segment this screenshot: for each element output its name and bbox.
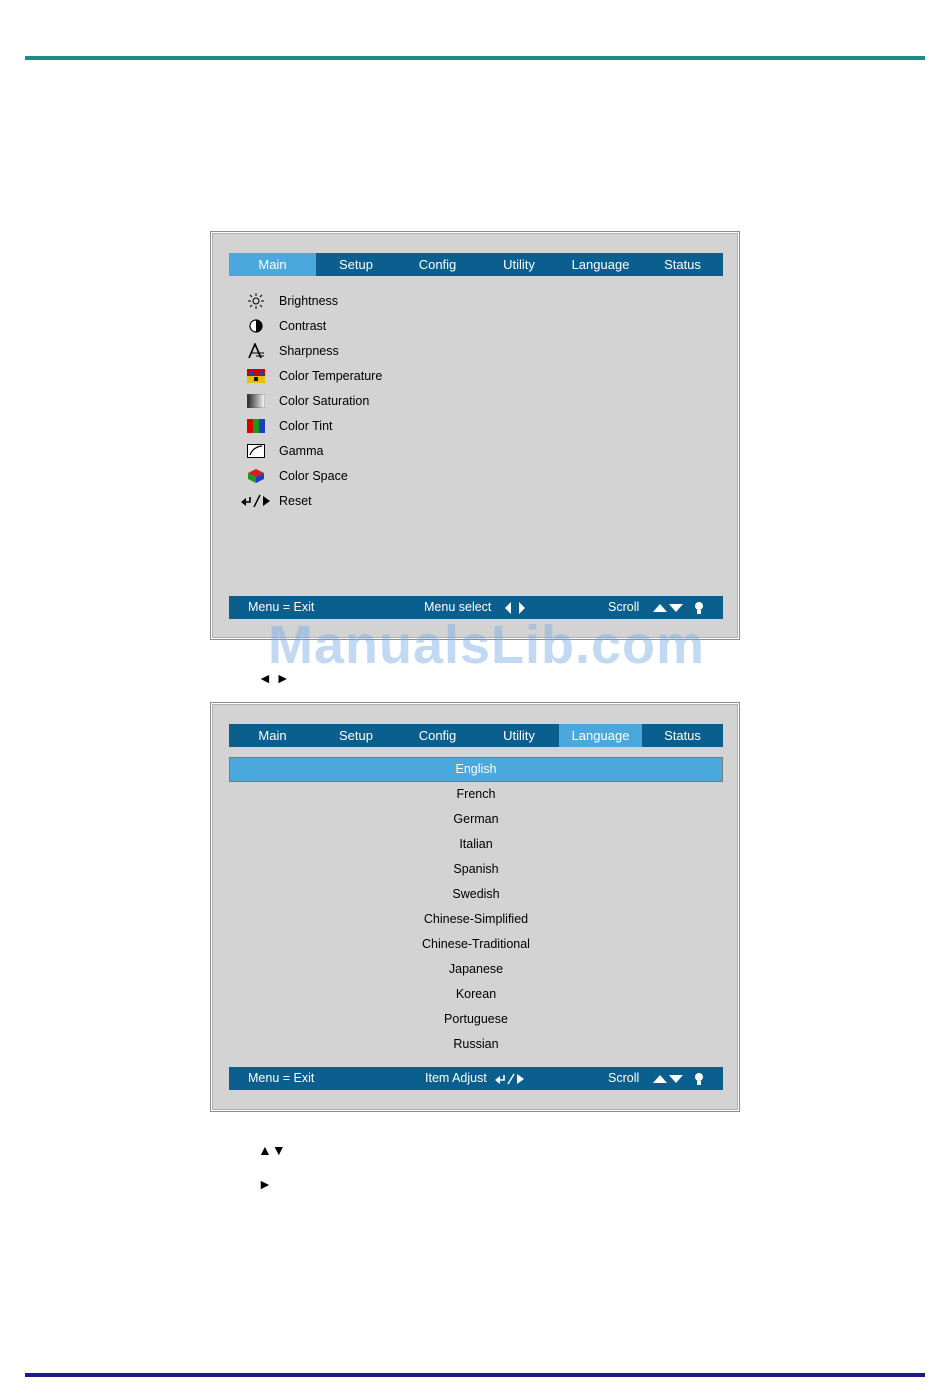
language-option-chinese-simplified[interactable]: Chinese-Simplified: [423, 912, 529, 926]
reset-icon: [241, 492, 271, 510]
tab-language[interactable]: Language: [559, 724, 642, 747]
menu-item-reset[interactable]: [241, 488, 382, 513]
color-tint-icon: [241, 417, 271, 435]
color-saturation-icon: [241, 392, 271, 410]
menu-item-sharpness[interactable]: [241, 338, 382, 363]
gamma-icon: [241, 442, 271, 460]
menu-item-label: Color Saturation: [279, 393, 370, 408]
contrast-icon: [241, 317, 271, 335]
tab-utility[interactable]: Utility: [503, 728, 535, 743]
tab-setup[interactable]: Setup: [339, 728, 373, 743]
osd-tab-bar: [229, 253, 723, 276]
tab-setup[interactable]: Setup: [339, 257, 373, 272]
footer-menu-select-label: Menu select: [424, 600, 492, 614]
up-down-arrows-icon: [653, 602, 685, 614]
language-list: [229, 757, 723, 1057]
menu-item-label: Contrast: [279, 318, 327, 333]
menu-item-gamma[interactable]: [241, 438, 382, 463]
menu-item-color-space[interactable]: [241, 463, 382, 488]
up-down-note: ▲▼: [258, 1142, 286, 1158]
left-right-note: ◄ ►: [258, 670, 290, 686]
menu-item-brightness[interactable]: [241, 288, 382, 313]
menu-item-label: Brightness: [279, 293, 339, 308]
footer-item-adjust: [425, 1067, 525, 1090]
color-space-icon: [241, 467, 271, 485]
language-option-swedish[interactable]: Swedish: [452, 887, 500, 901]
top-rule: [25, 56, 925, 60]
brightness-icon: [241, 292, 271, 310]
tab-main[interactable]: Main: [229, 253, 316, 276]
right-note: ►: [258, 1176, 272, 1192]
language-option-portuguese[interactable]: Portuguese: [444, 1012, 508, 1026]
menu-item-color-saturation[interactable]: [241, 388, 382, 413]
footer-scroll-label: Scroll: [608, 1071, 640, 1085]
up-down-arrows-icon: [653, 1073, 685, 1085]
tab-status[interactable]: Status: [664, 257, 701, 272]
footer-scroll-label: Scroll: [608, 600, 640, 614]
language-option-chinese-traditional[interactable]: Chinese-Traditional: [422, 937, 530, 951]
menu-item-label: Reset: [279, 493, 312, 508]
language-option-french[interactable]: French: [456, 787, 496, 801]
footer-item-adjust-label: Item Adjust: [425, 1071, 487, 1085]
menu-item-label: Color Space: [279, 468, 348, 483]
osd-main-menu: [210, 231, 740, 640]
tab-language[interactable]: Language: [571, 257, 630, 272]
menu-item-contrast[interactable]: [241, 313, 382, 338]
menu-item-color-temperature[interactable]: [241, 363, 382, 388]
tab-config[interactable]: Config: [418, 257, 457, 272]
bottom-rule: [25, 1373, 925, 1377]
osd-tab-bar: [229, 724, 723, 747]
footer-exit: Menu = Exit: [248, 600, 315, 614]
language-option-spanish[interactable]: Spanish: [453, 862, 499, 876]
menu-item-label: Sharpness: [279, 343, 339, 358]
tab-config[interactable]: Config: [418, 728, 457, 743]
menu-item-label: Color Temperature: [279, 368, 383, 383]
tab-main[interactable]: Main: [258, 728, 287, 743]
menu-item-label: Color Tint: [279, 418, 333, 433]
footer-scroll: [608, 1067, 705, 1090]
bulb-icon: [693, 601, 705, 615]
language-option-german[interactable]: German: [453, 812, 499, 826]
bulb-icon: [693, 1072, 705, 1086]
osd-footer: [229, 1067, 723, 1090]
tab-utility[interactable]: Utility: [503, 257, 535, 272]
menu-item-label: Gamma: [279, 443, 324, 458]
language-option-korean[interactable]: Korean: [455, 987, 497, 1001]
language-option-italian[interactable]: Italian: [459, 837, 493, 851]
sharpness-icon: [241, 342, 271, 360]
language-option-english[interactable]: English: [229, 757, 723, 782]
color-temperature-icon: [241, 367, 271, 385]
language-option-russian[interactable]: Russian: [453, 1037, 499, 1051]
watermark: ManualsLib.com: [268, 615, 706, 675]
left-right-arrows-icon: [505, 602, 525, 614]
language-option-japanese[interactable]: Japanese: [448, 962, 504, 976]
footer-exit: Menu = Exit: [248, 1071, 315, 1085]
enter-right-icon: [495, 1073, 525, 1085]
osd-language-menu: [210, 702, 740, 1112]
menu-item-color-tint[interactable]: [241, 413, 382, 438]
tab-status[interactable]: Status: [664, 728, 701, 743]
main-menu-list: [241, 288, 382, 513]
